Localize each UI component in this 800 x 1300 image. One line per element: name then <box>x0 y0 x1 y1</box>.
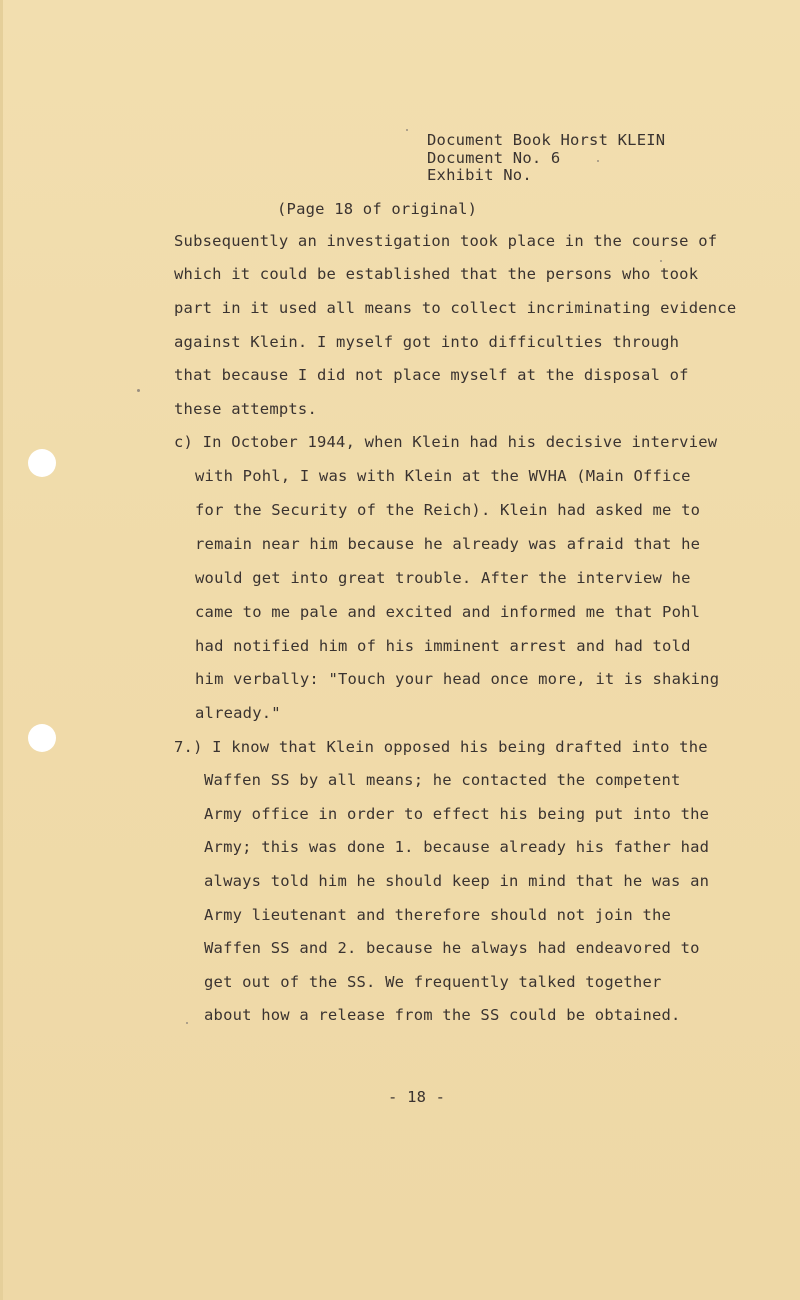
header-exhibit-number: Exhibit No. <box>427 166 532 184</box>
paper-speck <box>660 260 662 262</box>
text-line: about how a release from the SS could be obtained. <box>204 1006 681 1024</box>
text-line: remain near him because he already was afraid that he <box>195 535 701 553</box>
text-line: that because I did not place myself at the disposal of <box>174 366 689 384</box>
text-line: c) In October 1944, when Klein had his decisive interview <box>174 433 718 451</box>
paper-speck <box>137 389 140 392</box>
text-line: had notified him of his imminent arrest and had told <box>195 637 691 655</box>
header-document-number: Document No. 6 <box>427 149 561 167</box>
text-line: him verbally: "Touch your head once more, it is shaking <box>195 670 720 688</box>
text-line: part in it used all means to collect incriminating evidence <box>174 299 737 317</box>
text-line: Subsequently an investigation took place in the course of <box>174 232 718 250</box>
text-line: these attempts. <box>174 400 317 418</box>
text-line: would get into great trouble. After the interview he <box>195 569 691 587</box>
text-line: already." <box>195 704 281 722</box>
paper-speck <box>597 160 599 162</box>
page-number: - 18 - <box>388 1088 446 1106</box>
page-reference: (Page 18 of original) <box>277 200 478 218</box>
text-line: always told him he should keep in mind that he was an <box>204 872 710 890</box>
punch-hole-upper <box>28 449 56 477</box>
text-line: Army office in order to effect his being put into the <box>204 805 710 823</box>
text-line: Waffen SS by all means; he contacted the competent <box>204 771 681 789</box>
text-line: against Klein. I myself got into difficulties through <box>174 333 680 351</box>
punch-hole-lower <box>28 724 56 752</box>
header-document-book: Document Book Horst KLEIN <box>427 131 666 149</box>
text-line: which it could be established that the persons who took <box>174 265 699 283</box>
paper-speck <box>406 129 408 131</box>
paper-speck <box>186 1022 188 1024</box>
text-line: came to me pale and excited and informed me that Pohl <box>195 603 701 621</box>
text-line: get out of the SS. We frequently talked together <box>204 973 662 991</box>
text-line: Army; this was done 1. because already his father had <box>204 838 710 856</box>
text-line: with Pohl, I was with Klein at the WVHA (Main Office <box>195 467 691 485</box>
text-line: Waffen SS and 2. because he always had endeavored to <box>204 939 700 957</box>
text-line: Army lieutenant and therefore should not join the <box>204 906 672 924</box>
text-line: 7.) I know that Klein opposed his being drafted into the <box>174 738 708 756</box>
paper-edge <box>0 0 3 1300</box>
text-line: for the Security of the Reich). Klein had asked me to <box>195 501 701 519</box>
